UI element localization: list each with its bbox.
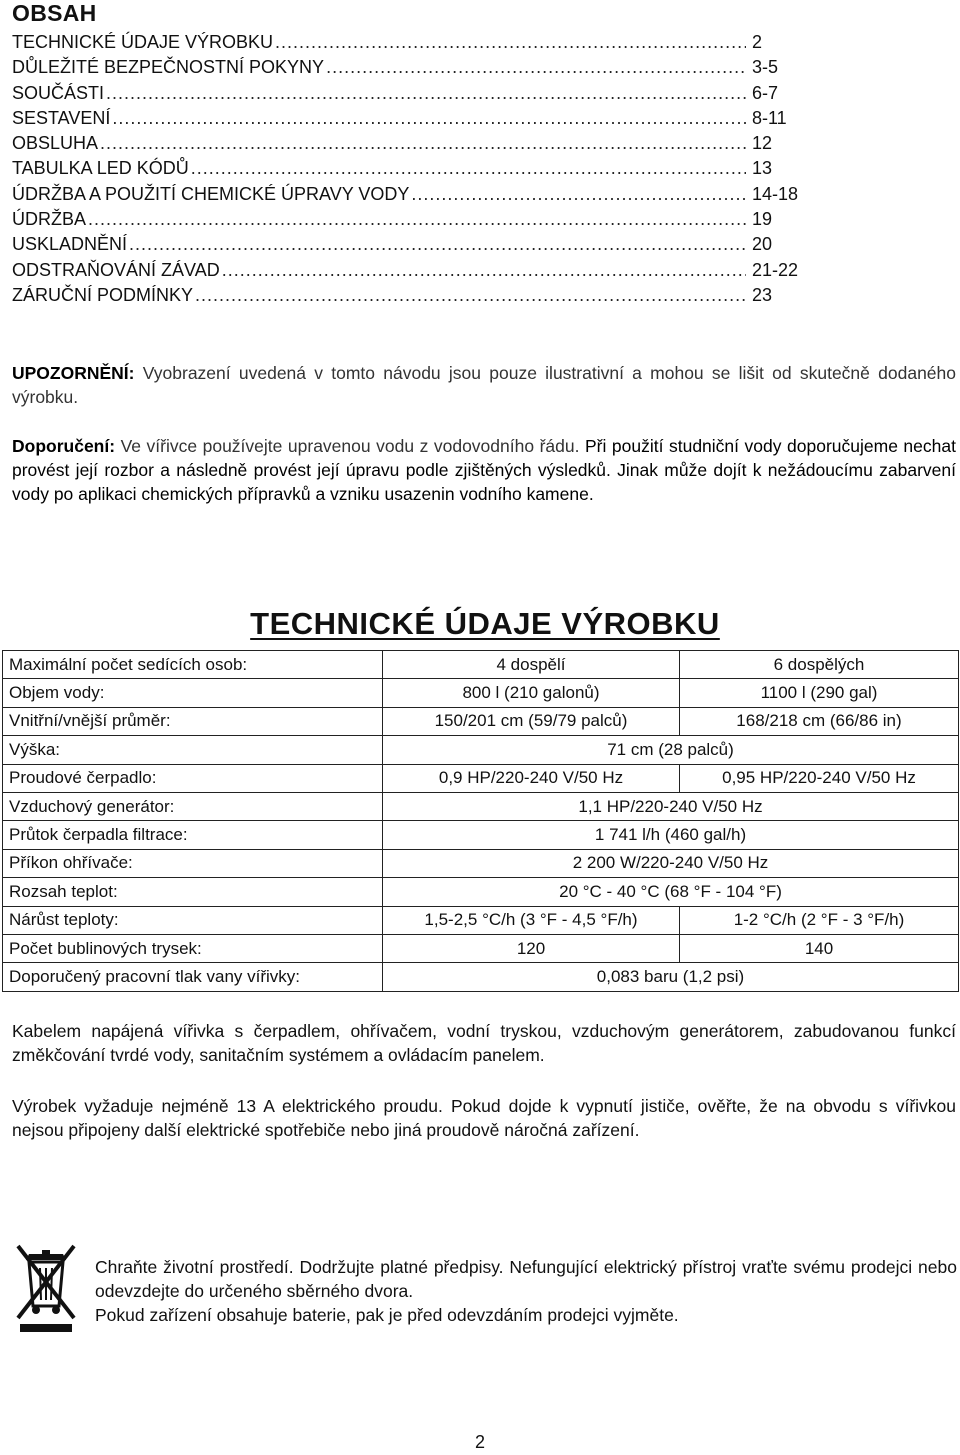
- toc-entry-page: 21-22: [752, 259, 799, 280]
- table-row: [3, 963, 959, 991]
- toc-entry-label: ZÁRUČNÍ PODMÍNKY: [12, 284, 194, 305]
- environment-notice-line-1: Chraňte životní prostředí. Dodržujte platné předpisy. Nefungující elektrický přístroj vraťte svému prodejci nebo odevzdejte do určeného sběrného dvora.: [95, 1257, 957, 1301]
- specs-table: [2, 650, 959, 992]
- spec-value: 0,9 HP/220-240 V/50 Hz: [383, 764, 680, 792]
- toc-entry-page: 12: [752, 133, 773, 154]
- spec-label: Proudové čerpadlo:: [3, 764, 383, 792]
- toc-entry-page: 2: [752, 32, 763, 52]
- toc-entry-label: SOUČÁSTI: [12, 82, 105, 103]
- toc-leader-dots: [191, 156, 746, 181]
- toc-entry[interactable]: [12, 106, 812, 131]
- toc-entry[interactable]: [12, 258, 812, 283]
- toc-leader-dots: [326, 55, 746, 80]
- spec-value: 0,95 HP/220-240 V/50 Hz: [680, 764, 959, 792]
- crossed-out-wheelie-bin-icon: [14, 1242, 78, 1332]
- toc-entry-page: 6-7: [752, 82, 779, 103]
- warning-paragraph: [12, 361, 956, 409]
- power-requirement-note: Výrobek vyžaduje nejméně 13 A elektrického proudu. Pokud dojde k vypnutí jističe, ověřte, že na obvodu s vířivkou nejsou připojeny další elektrické spotřebiče nebo jiná proudově náročná zařízení.: [12, 1096, 956, 1140]
- table-row: [3, 764, 959, 792]
- table-row: [3, 849, 959, 877]
- toc-entry-page: 19: [752, 209, 773, 230]
- toc-entry[interactable]: [12, 156, 812, 181]
- table-row: [3, 651, 959, 679]
- spec-value: 1-2 °C/h (2 °F - 3 °F/h): [680, 906, 959, 934]
- toc-entry-label: ÚDRŽBA: [12, 209, 87, 230]
- spec-value: 1 741 l/h (460 gal/h): [383, 821, 959, 849]
- toc-entry-label: SESTAVENÍ: [12, 107, 111, 128]
- spec-value: 1100 l (290 gal): [680, 679, 959, 707]
- toc-leader-dots: [275, 30, 746, 55]
- spec-value: 6 dospělých: [680, 651, 959, 679]
- toc-leader-dots: [222, 258, 746, 283]
- toc-leader-dots: [129, 232, 746, 257]
- spec-label: Objem vody:: [3, 679, 383, 707]
- toc-entry-page: 20: [752, 234, 773, 255]
- spec-value: 168/218 cm (66/86 in): [680, 707, 959, 735]
- toc-entry-page: 13: [752, 158, 773, 179]
- toc-entry-page: 23: [752, 284, 773, 305]
- page-number: 2: [474, 1432, 485, 1452]
- table-row: [3, 934, 959, 962]
- toc-leader-dots: [106, 81, 746, 106]
- spec-value: 800 l (210 galonů): [383, 679, 680, 707]
- recommendation-paragraph: [12, 434, 956, 506]
- table-row: [3, 792, 959, 820]
- spec-label: Vzduchový generátor:: [3, 792, 383, 820]
- spec-value: 150/201 cm (59/79 palců): [383, 707, 680, 735]
- toc-entry-page: 14-18: [752, 183, 799, 204]
- toc-entry-label: ÚDRŽBA A POUŽITÍ CHEMICKÉ ÚPRAVY VODY: [12, 183, 410, 204]
- table-row: [3, 878, 959, 906]
- spec-value: 20 °C - 40 °C (68 °F - 104 °F): [383, 878, 959, 906]
- spec-value: 71 cm (28 palců): [383, 736, 959, 764]
- toc-leader-dots: [195, 283, 746, 308]
- product-description: Kabelem napájená vířivka s čerpadlem, ohřívačem, vodní tryskou, vzduchovým generátorem, zabudovanou funkcí změkčování tvrdé vody, sanitačním systémem a ovládacím panelem.: [12, 1021, 956, 1065]
- toc-entry-label: USKLADNĚNÍ: [12, 234, 128, 255]
- toc-entry[interactable]: [12, 207, 812, 232]
- toc-title: OBSAH: [12, 0, 97, 26]
- spec-value: 0,083 baru (1,2 psi): [383, 963, 959, 991]
- toc-entry[interactable]: [12, 283, 812, 308]
- spec-label: Výška:: [3, 736, 383, 764]
- table-row: [3, 906, 959, 934]
- toc-entry[interactable]: [12, 182, 812, 207]
- table-of-contents: [12, 30, 812, 308]
- recommendation-text-1: Ve vířivce používejte upravenou vodu z vodovodního řádu.: [120, 436, 580, 456]
- spec-label: Doporučený pracovní tlak vany vířivky:: [3, 963, 383, 991]
- spec-label: Nárůst teploty:: [3, 906, 383, 934]
- toc-entry[interactable]: [12, 30, 812, 55]
- spec-value: 140: [680, 934, 959, 962]
- toc-entry[interactable]: [12, 55, 812, 80]
- spec-value: 2 200 W/220-240 V/50 Hz: [383, 849, 959, 877]
- toc-leader-dots: [100, 131, 746, 156]
- recommendation-text-2: Při použití studniční vody doporučujeme nechat provést její rozbor a následně provést její úpravu podle zjištěných výsledků. Jinak může dojít k nežádoucímu zabarvení vody po aplikaci chemických přípravků a vzniku usazenin vodního kamene.: [12, 436, 956, 504]
- toc-entry[interactable]: [12, 131, 812, 156]
- spec-value: 1,5-2,5 °C/h (3 °F - 4,5 °F/h): [383, 906, 680, 934]
- spec-label: Vnitřní/vnější průměr:: [3, 707, 383, 735]
- warning-label: UPOZORNĚNÍ:: [12, 363, 135, 383]
- table-row: [3, 707, 959, 735]
- toc-entry-label: TECHNICKÉ ÚDAJE VÝROBKU: [12, 32, 274, 52]
- spec-label: Příkon ohřívače:: [3, 849, 383, 877]
- spec-label: Maximální počet sedících osob:: [3, 651, 383, 679]
- spec-value: 4 dospělí: [383, 651, 680, 679]
- toc-entry-page: 8-11: [752, 107, 787, 128]
- toc-leader-dots: [411, 182, 746, 207]
- toc-entry-page: 3-5: [752, 57, 779, 78]
- spec-value: 120: [383, 934, 680, 962]
- toc-entry-label: OBSLUHA: [12, 133, 99, 154]
- table-row: [3, 736, 959, 764]
- specs-title: TECHNICKÉ ÚDAJE VÝROBKU: [250, 606, 720, 641]
- environment-notice: [95, 1255, 957, 1327]
- toc-leader-dots: [88, 207, 746, 232]
- toc-entry-label: ODSTRAŇOVÁNÍ ZÁVAD: [12, 259, 220, 280]
- table-row: [3, 679, 959, 707]
- toc-entry[interactable]: [12, 81, 812, 106]
- toc-leader-dots: [112, 106, 746, 131]
- spec-label: Počet bublinových trysek:: [3, 934, 383, 962]
- environment-notice-line-2: Pokud zařízení obsahuje baterie, pak je před odevzdáním prodejci vyjměte.: [95, 1305, 679, 1325]
- warning-text: Vyobrazení uvedená v tomto návodu jsou pouze ilustrativní a mohou se lišit od skutečně dodaného výrobku.: [12, 363, 956, 407]
- recommendation-label: Doporučení:: [12, 436, 116, 456]
- spec-value: 1,1 HP/220-240 V/50 Hz: [383, 792, 959, 820]
- table-row: [3, 821, 959, 849]
- toc-entry-label: DŮLEŽITÉ BEZPEČNOSTNÍ POKYNY: [12, 57, 325, 78]
- spec-label: Rozsah teplot:: [3, 878, 383, 906]
- toc-entry[interactable]: [12, 232, 812, 257]
- spec-label: Průtok čerpadla filtrace:: [3, 821, 383, 849]
- toc-entry-label: TABULKA LED KÓDŮ: [12, 158, 189, 179]
